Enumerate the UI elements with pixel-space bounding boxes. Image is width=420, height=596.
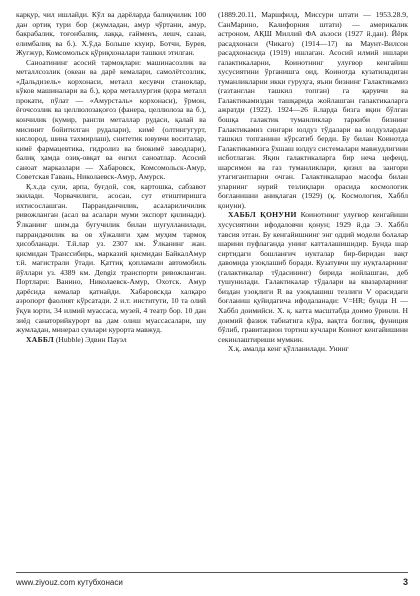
right-paragraph-3: Х.қ. амалда кенг қўлланилади. Унинг [228,344,349,354]
entry-heading-hubble-law: ХАББЛ ҚОНУНИ [228,210,297,220]
left-paragraph-1: карқур, чил ишлайди. Кўл ва дарёларда балиқчилик 100 дан ортиқ тури бор (жумладан, амур чўртани, амур, бакрабалик, тоғонбалиқ, лаққа, ғайменъ, лешч, сазан, елимбалиқ ва б.). Х.ў.да Больше кхуир, Ботчи, Бурея, Жугжур, Комсомольск қўриқхоналари ташкил этилган. [16,10,206,58]
left-paragraph-3: Қ.х.да сули, арпа, буғдой, соя, картошка, сабзавот экилади. Чорвачилиги, асосан, сут етиштиришга ихтисослашган. Парранданчилик, асалариличилик ривожланган (асал ва асалари муми экспорт қилинади). Ўлканинг шим.да бугучилик билан шуғулланилади, паррандачилик ва ов хўжалиги ҳам муҳим тармоқ ҳисобланади. Т.й.лар уз. 2307 км. Ўлканинг жан. қисмидан Транссибирь, марказий қисмидан БайкалАмур т.й. магистрали ўтади. Қаттиқ қопламали автомобиль йўллари уз. 4389 км. Дengiz транспорти ривожланган. Портлари: Ванино, Николаевск-Амур, Охотск. Амур дарёсида кемалар қатнайди. Хабаровскда халқаро аэропорт фаолият кўрсатади. 2 и.т. институти, 10 та олий ўқув юрти, 34 илмий муассаса, музей, 4 театр бор. 10 дан зиёд санаторийкурорт ва дам олиш муассасалари, шу жумладан, минерал сувлари курорта мавжуд. [16,181,206,335]
right-column [218,10,408,570]
text-columns [16,10,408,570]
left-paragraph-4 [16,335,206,345]
right-paragraph-1: (1889.20.11, Маршфилд, Миссури штати — 1953.28.9, СанМарино, Калифорния штати) — америкалик астроном, АҚШ Миллий ФА аъзоси (1927 й.дан). Йёрк расадхонаси (Чикаго) (1914—17) ва Маунт-Вилсон расадхонасида (1919) ишлаган. Асосий илмий ишлари галактикаларни, Коинотнинг улуғвор кенгайиш хусусиятини ўрганишга оид. Коинотда кузатиладиган туманликларни икки гуруҳга, яъни бизнинг Галактикамиз (газтанглан ташкил топган) га қарувчи ва Галактикамиздан ташқарида жойлашган галактикаларга ажратди (1922). 1924—26 й.ларда бизга яқин бўлган бошқа галактик туманликлар таркиби бизнинг Галактикамиз сингари юлдуз тўдалари ва юлдузлардан ташкил топганини кўрсатиб берди. Бу билан Коинотда Галактикамизга ўхшаш юлдуз системалари мавжудлигини исботлаган. Яқин галактикаларга бир неча цефеид, шарсимон ва газ туманликлари, қизил ва зангори утагигантларни очган. Галактикаларао масофа билан уларнинг нурий тезлиқлари орасида космологик боғланишни аниқлаган (1929) (қ. Космология, Хаббл қонуни). [218,10,408,210]
page-number: 3 [402,577,408,587]
left-paragraph-2: Саноатининг асосий тармоқлари: машинасозлик ва металлсозлик (океан ва дарё кемалари, самолётсозлик, «Дальдизель» корхонаси, металл кесувчи станоклар, кўков машиналари ва б.), қора металлургия (қора металл прокати, пўлат — «Амурсталь» корхонаси), ўрмон, ёғочсозлик ва целлюлозақоғоз (фанера, целлюлоза ва б.), кончилик (кумир, рангли металлар рудаси, қалай ва мисинит бойитилган рудалари), кимё (олтингугурт, кислород, шина тахмирлаш), снитетик ювувчи воситалар, кимё фармацевтика, гидролиз ва биокимё заводлари), балиқ ҳамда озиқ-овқат ва енгил саноатлар. Асосий саноат марказлари — Хабаровск, Комсомольск-Амур, Советская Гавань, Николаевск-Амур, Амурск. [16,57,206,182]
left-column [16,10,206,570]
right-paragraph-2 [218,210,408,344]
entry-heading-hubble: ХАББЛ [26,334,54,344]
entry-text-hubble-law: Коинотнинг улуғвор кенгайиши хусусиятини ифодаловчи қонун; 1929 й.да Э. Хаббл тавсия этган. Бу кенгайишнинг энг оддий модели болалар шарини пуфлаганда унинг катталашишидир. Бунда шар сиртидаги бошланғич нукталар бир-биридан вақт давомида узоқлашиб боради. Кузатувчи шу нуқталарнинг (галактикалар тўдасининг) бирида жойлашган, деб тушунилади. Галактикалар тўдалари ва квазарларнинг биздан узоқлиги R ва узоқлашиш тезлиги V орасидаги боғланиш қуйидагича ифодаланади: V=HR; бунда H — Хаббл доимийси. Х. қ. катта масштабда доимо ўринли. Н доимий фазиж табиатига кўра, вақтга боғлиқ, фуниция бўлиб, гравитацион тортиш кучлари Коинот кенгайишини секинлаштириши мумкин. [218,210,408,344]
entry-text-hubble-start: (Hubble) Эдвин Пауэл [55,334,127,344]
footer-site-link[interactable]: www.ziyouz.com кутубхонаси [16,578,123,587]
page-footer [16,572,408,587]
